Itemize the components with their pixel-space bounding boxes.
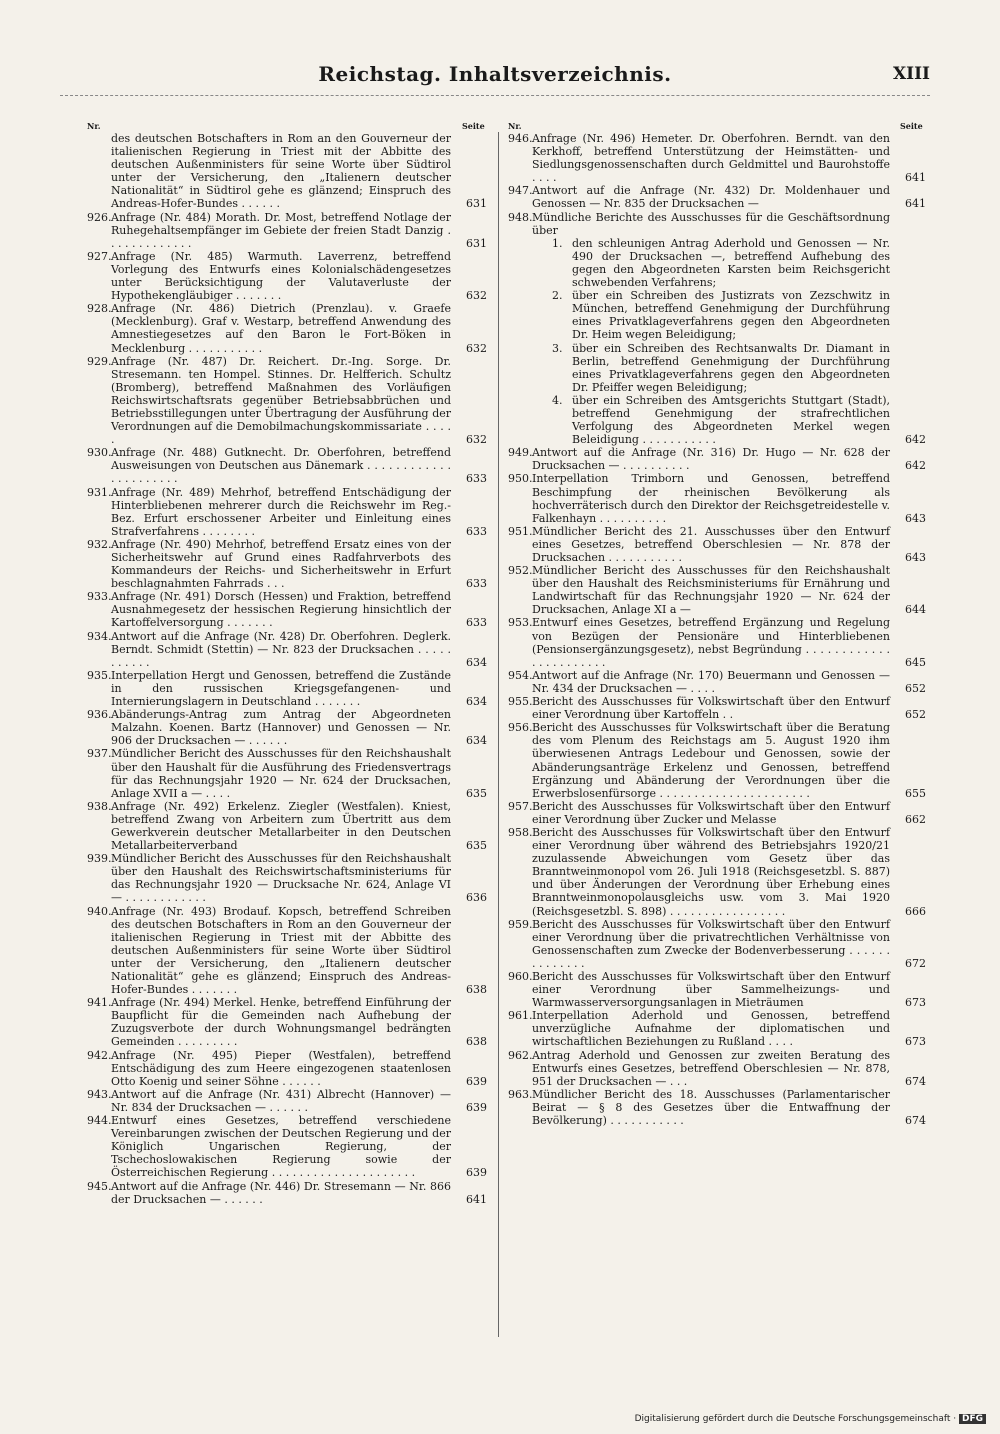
entry-text: Anfrage (Nr. 488) Gutknecht. Dr. Oberfohren, betreffend Ausweisungen von Deutschen aus Dänemark . . . . . . . . . . . . . . . . . . . . . . <box>111 446 451 486</box>
right-seite-header: Seite <box>900 121 923 131</box>
entry-text: Antwort auf die Anfrage (Nr. 446) Dr. Stresemann — Nr. 866 der Drucksachen — . . . . . . <box>111 1179 451 1206</box>
entry-page: 652 <box>905 681 926 695</box>
entry-number: 947. <box>508 184 533 198</box>
entry-page: 632 <box>466 341 487 355</box>
entry-page: 641 <box>905 197 926 211</box>
index-entry <box>87 747 487 799</box>
entry-text: Mündliche Berichte des Ausschusses für die Geschäftsordnung über <box>532 210 890 237</box>
entry-number: 931. <box>87 485 112 499</box>
index-entry <box>508 695 926 721</box>
entry-number: 953. <box>508 616 533 630</box>
sub-entry-text: über ein Schreiben des Amtsgerichts Stuttgart (Stadt), betreffend Genehmigung der strafrechtlichen Verfolgung des Abgeordneten Merkel wegen Beleidigung . . . . . . . . . . . <box>572 393 890 447</box>
index-entry <box>87 486 487 538</box>
entry-number: 960. <box>508 970 533 983</box>
entry-page: 634 <box>466 734 487 748</box>
index-entry <box>508 184 926 210</box>
sub-entry <box>552 289 890 341</box>
index-entry <box>508 1049 926 1088</box>
entry-page: 643 <box>905 511 926 525</box>
entry-text: Mündlicher Bericht des Ausschusses für den Reichshaushalt über den Haushalt des Reichsministeriums für Ernährung und Landwirtschaft für das Rechnungsjahr 1920 — Nr. 624 der Drucksachen, Anlage XI a — <box>532 564 890 617</box>
entry-number: 941. <box>87 996 112 1010</box>
index-entry <box>87 250 487 302</box>
entry-text: Bericht des Ausschusses für Volkswirtschaft über den Entwurf einer Verordnung über während des Betriebsjahrs 1920/21 zuzulassende Abweichungen vom Gesetz über das Branntweinmonopol vom 26. Juli 1918 (Reichsgesetzbl. S. 887) und über Änderungen der Verordnung über Erhebung eines Branntweinmonopolausgleichs usw. vom 3. Mai 1920 (Reichsgesetzbl. S. 898) . . . . . . . . . . . . . . . . . <box>532 825 890 918</box>
entry-text: Bericht des Ausschusses für Volkswirtschaft über den Entwurf einer Verordnung über Sammelheizungs- und Warmwasserversorgungsanlagen in Mieträumen <box>532 970 890 1010</box>
entry-number: 955. <box>508 695 533 709</box>
entry-number: 937. <box>87 747 112 761</box>
entry-page: 662 <box>905 812 926 826</box>
index-entry <box>508 446 926 472</box>
entry-page: 636 <box>466 891 487 905</box>
index-entry <box>87 1049 487 1088</box>
entry-page: 635 <box>466 786 487 800</box>
entry-page: 674 <box>905 1074 926 1088</box>
entry-number: 926. <box>87 210 112 224</box>
sub-entry <box>552 342 890 394</box>
entry-number: 949. <box>508 446 533 460</box>
entry-page: 641 <box>466 1192 487 1206</box>
entry-text: Bericht des Ausschusses für Volkswirtschaft über den Entwurf einer Verordnung über Kartoffeln . . <box>532 695 890 722</box>
entry-text: Anfrage (Nr. 492) Erkelenz. Ziegler (Westfalen). Kniest, betreffend Zwang von Arbeitern zum Übertritt aus dem Gewerkverein deutscher Metallarbeiter in den Deutschen Metallarbeiterverband <box>111 799 451 853</box>
entry-number: 958. <box>508 825 533 839</box>
entry-text: Anfrage (Nr. 487) Dr. Reichert. Dr.-Ing. Sorge. Dr. Stresemann. ten Hompel. Stinnes. Dr. Helfferich. Schultz (Bromberg), betreffend Maßnahmen des Vorläufigen Reichswirtschaftsrats gegenüber Betriebsabbrüchen und Betriebsstillegungen unter Übertragung der Ausführung der Verordnungen auf die Demobilmachungskommissariate . . . . . <box>111 354 451 447</box>
index-entry <box>508 564 926 616</box>
entry-page: 643 <box>905 551 926 564</box>
entry-text: Anfrage (Nr. 495) Pieper (Westfalen), betreffend Entschädigung des zum Heere eingezogenen staatenlosen Otto Koenig und seiner Söhne . . . . . . <box>111 1048 451 1088</box>
index-entry <box>508 525 926 564</box>
entry-page: 632 <box>466 433 487 447</box>
entry-number: 950. <box>508 472 533 486</box>
entry-number: 944. <box>87 1114 112 1128</box>
index-entry <box>87 905 487 997</box>
entry-page: 642 <box>905 433 926 447</box>
entry-text: Bericht des Ausschusses für Volkswirtschaft über den Entwurf einer Verordnung über Zucker und Melasse <box>532 799 890 826</box>
entry-number: 936. <box>87 708 112 722</box>
left-column <box>87 132 487 1206</box>
index-entry <box>508 721 926 800</box>
entry-number: 932. <box>87 537 112 551</box>
index-entry <box>508 1088 926 1127</box>
entry-number: 939. <box>87 852 112 866</box>
entry-text: Antwort auf die Anfrage (Nr. 431) Albrecht (Hannover) — Nr. 834 der Drucksachen — . . . . . . <box>111 1087 451 1114</box>
entry-text: Interpellation Trimborn und Genossen, betreffend Beschimpfung der rheinischen Bevölkerung als hochverräterisch durch den Direktor der Reichsgetreidestelle v. Falkenhayn . . . . . . . . . . <box>532 472 891 525</box>
left-nr-header: Nr. <box>87 121 101 131</box>
entry-number: 946. <box>508 132 533 145</box>
entry-page: 631 <box>466 236 487 250</box>
header-rule <box>60 95 930 96</box>
entry-page: 645 <box>905 655 926 669</box>
index-entry <box>508 970 926 1009</box>
entry-page: 666 <box>905 904 926 918</box>
footer <box>635 1414 986 1424</box>
entry-text: Anfrage (Nr. 489) Mehrhof, betreffend Entschädigung der Hinterbliebenen mehrerer durch die Reichswehr im Reg.-Bez. Erfurt erschossener Arbeiter und Einleitung eines Strafverfahrens . . . . . . . . <box>111 485 451 538</box>
entry-text: des deutschen Botschafters in Rom an den Gouverneur der italienischen Regierung in Triest mit der Abbitte des deutschen Außenministers für seine Worte über Südtirol unter der Versicherung, den „Italienern deutscher Nationalität“ in Südtirol gehe es glänzend; Einspruch des Andreas-Hofer-Bundes . . . . . . <box>111 132 451 211</box>
index-entry <box>87 446 487 485</box>
entry-page: 633 <box>466 472 487 486</box>
entry-page: 634 <box>466 655 487 669</box>
right-nr-header: Nr. <box>508 121 522 131</box>
entry-text: Mündlicher Bericht des Ausschusses für den Reichshaushalt über den Haushalt des Reichswirtschaftsministeriums für das Rechnungsjahr 1920 — Drucksache Nr. 624, Anlage VI — . . . . . . . . . . . . <box>111 852 451 905</box>
sub-entry-text: den schleunigen Antrag Aderhold und Genossen — Nr. 490 der Drucksachen —, betreffend Aufhebung des gegen den Abgeordneten Karsten beim Reichsgericht schwebenden Verfahrens; <box>572 236 890 290</box>
entry-number: 961. <box>508 1009 533 1023</box>
entry-page: 639 <box>466 1166 487 1180</box>
entry-text: Interpellation Hergt und Genossen, betreffend die Zustände in den russischen Kriegsgefangenen- und Internierungslagern in Deutschland . . . . . . . <box>111 668 451 709</box>
entry-number: 954. <box>508 668 533 682</box>
entry-text: Antwort auf die Anfrage (Nr. 170) Beuermann und Genossen — Nr. 434 der Drucksachen — . . . . <box>532 668 890 695</box>
entry-text: Anfrage (Nr. 491) Dorsch (Hessen) und Fraktion, betreffend Ausnahmegesetz der hessischen Regierung hinsichtlich der Kartoffelversorgung . . . . . . . <box>111 590 451 630</box>
entry-number: 934. <box>87 629 112 643</box>
entry-text: Antrag Aderhold und Genossen zur zweiten Beratung des Entwurfs eines Gesetzes, betreffend Oberschlesien — Nr. 878, 951 der Drucksachen — . . . <box>532 1048 890 1088</box>
entry-page: 633 <box>466 616 487 630</box>
page-header <box>60 62 930 96</box>
page-number: XIII <box>892 64 930 84</box>
entry-page: 642 <box>905 459 926 473</box>
entry-number: 940. <box>87 904 112 918</box>
entry-page: 638 <box>466 983 487 997</box>
entry-page: 633 <box>466 577 487 591</box>
sub-entry-number: 2. <box>552 289 563 303</box>
entry-number: 962. <box>508 1048 533 1062</box>
running-title: Reichstag. Inhaltsverzeichnis. <box>318 62 672 86</box>
entry-text: Anfrage (Nr. 494) Merkel. Henke, betreffend Einführung der Baupflicht für die Gemeinden nach Aufhebung der Zuzugsverbote der durch Wohnungsmangel bedrängten Gemeinden . . . . . . . . . <box>111 996 451 1049</box>
sub-entry <box>552 394 890 446</box>
entry-page: 631 <box>466 197 487 211</box>
entry-text: Antwort auf die Anfrage (Nr. 428) Dr. Oberfohren. Deglerk. Berndt. Schmidt (Stettin) — Nr. 823 der Drucksachen . . . . . . . . . . . <box>111 629 451 669</box>
entry-number: 935. <box>87 668 112 682</box>
entry-page: 672 <box>905 956 926 970</box>
index-entry <box>87 211 487 250</box>
entry-page: 633 <box>466 524 487 538</box>
sub-entry-text: über ein Schreiben des Rechtsanwalts Dr. Diamant in Berlin, betreffend Genehmigung der Durchführung eines Privatklageverfahrens gegen den Abgeordneten Dr. Pfeiffer wegen Beleidigung; <box>572 341 890 394</box>
entry-number: 945. <box>87 1179 112 1193</box>
index-entry <box>87 630 487 669</box>
sub-entry <box>552 237 890 289</box>
entry-page: 652 <box>905 708 926 722</box>
entry-page: 641 <box>905 171 926 185</box>
entry-number: 938. <box>87 799 112 813</box>
entry-text: Bericht des Ausschusses für Volkswirtschaft über die Beratung des vom Plenum des Reichstags am 5. August 1920 ihm überwiesenen Antrags Ledebour und Genossen, sowie der Abänderungsanträge Erkelenz und Genossen, betreffend Ergänzung und Abänderung der Verordnungen über die Erwerbslosenfürsorge . . . . . . . . . . . . . . . . . . . . . . <box>532 721 890 800</box>
dfg-logo: DFG <box>959 1414 986 1424</box>
entry-page: 638 <box>466 1035 487 1049</box>
entry-page: 639 <box>466 1074 487 1088</box>
entry-page: 644 <box>905 603 926 617</box>
index-entry <box>87 852 487 904</box>
index-entry <box>87 1114 487 1179</box>
sub-entry-number: 4. <box>552 393 563 407</box>
entry-page: 634 <box>466 695 487 709</box>
sub-entry-number: 1. <box>552 236 563 250</box>
entry-number: 942. <box>87 1048 112 1062</box>
entry-text: Mündlicher Bericht des 21. Ausschusses über den Entwurf eines Gesetzes, betreffend Oberschlesien — Nr. 878 der Drucksachen . . . . . . . . . . . <box>532 524 890 564</box>
index-entry <box>87 590 487 629</box>
entry-page: 674 <box>905 1114 926 1128</box>
index-entry <box>508 211 926 447</box>
index-entry <box>87 669 487 708</box>
entry-page: 635 <box>466 839 487 853</box>
entry-text: Mündlicher Bericht des Ausschusses für den Reichshaushalt über den Haushalt für die Ausführung des Friedensvertrags für das Rechnungsjahr 1920 — Nr. 624 der Drucksachen, Anlage XVII a — . . . . <box>111 747 451 800</box>
index-entry <box>508 800 926 826</box>
index-entry <box>87 996 487 1048</box>
entry-text: Anfrage (Nr. 484) Morath. Dr. Most, betreffend Notlage der Ruhegehaltsempfänger im Gebiete der freien Stadt Danzig . . . . . . . . . . . . . <box>111 210 451 250</box>
left-seite-header: Seite <box>462 121 485 131</box>
sub-entry-text: über ein Schreiben des Justizrats von Zezschwitz in München, betreffend Genehmigung der Durchführung eines Privatklageverfahrens gegen den Abgeordneten Dr. Heim wegen Beleidigung; <box>572 289 890 342</box>
entry-text: Antwort auf die Anfrage (Nr. 316) Dr. Hugo — Nr. 628 der Drucksachen — . . . . . . . . . . <box>532 446 890 473</box>
column-divider <box>498 132 499 1337</box>
entry-text: Bericht des Ausschusses für Volkswirtschaft über den Entwurf einer Verordnung über die privatrechtlichen Verhältnisse von Genossenschaften zum Zwecke der Bodenverbesserung . . . . . . . . . . . . . . <box>532 917 890 970</box>
right-column <box>508 132 926 1127</box>
index-entry <box>87 132 487 211</box>
entry-text: Entwurf eines Gesetzes, betreffend verschiedene Vereinbarungen zwischen der Deutschen Regierung und der Königlich Ungarischen Regierung, der Tschechoslowakischen Regierung sowie der Österreichischen Regierung . . . . . . . . . . . . . . . . . . . . . <box>111 1114 451 1180</box>
entry-number: 929. <box>87 354 112 368</box>
entry-number: 933. <box>87 590 112 604</box>
sub-entry-number: 3. <box>552 341 563 355</box>
entry-number: 956. <box>508 721 533 735</box>
entry-page: 655 <box>905 786 926 800</box>
index-entry <box>87 302 487 354</box>
entry-text: Anfrage (Nr. 496) Hemeter. Dr. Oberfohren. Berndt. van den Kerkhoff, betreffend Unterstützung der Heimstätten- und Siedlungsgenossenschaften durch Geldmittel und Baurohstoffe . . . . <box>532 132 890 185</box>
index-entry <box>508 132 926 184</box>
footer-text: Digitalisierung gefördert durch die Deutsche Forschungsgemeinschaft · <box>634 1414 957 1424</box>
entry-text: Entwurf eines Gesetzes, betreffend Ergänzung und Regelung von Bezügen der Pensionäre und Hinterbliebenen (Pensionsergänzungsgesetz), nebst Begründung . . . . . . . . . . . . . . . . . . . . . . . <box>532 616 890 669</box>
entry-page: 673 <box>905 1035 926 1049</box>
entry-page: 673 <box>905 996 926 1010</box>
entry-text: Interpellation Aderhold und Genossen, betreffend unverzügliche Aufnahme der diplomatischen und wirtschaftlichen Beziehungen zu Rußland . . . . <box>532 1009 890 1049</box>
entry-number: 963. <box>508 1087 533 1101</box>
index-entry <box>508 669 926 695</box>
index-entry <box>87 708 487 747</box>
entry-number: 959. <box>508 917 533 931</box>
entry-number: 952. <box>508 564 533 578</box>
entry-text: Mündlicher Bericht des 18. Ausschusses (Parlamentarischer Beirat — § 8 des Gesetzes über die Entwaffnung der Bevölkerung) . . . . . . . . . . . <box>532 1087 890 1128</box>
entry-text: Anfrage (Nr. 485) Warmuth. Laverrenz, betreffend Vorlegung des Entwurfs eines Kolonialschädengesetzes unter Berücksichtigung der Valutaverluste der Hypothekengläubiger . . . . . . . <box>111 249 451 303</box>
entry-number: 948. <box>508 210 533 224</box>
index-entry <box>508 616 926 668</box>
entry-text: Abänderungs-Antrag zum Antrag der Abgeordneten Malzahn. Koenen. Bartz (Hannover) und Genossen — Nr. 906 der Drucksachen — . . . . . . <box>111 708 451 748</box>
entry-text: Antwort auf die Anfrage (Nr. 432) Dr. Moldenhauer und Genossen — Nr. 835 der Drucksachen — <box>532 184 890 211</box>
entry-page: 632 <box>466 289 487 303</box>
entry-text: Anfrage (Nr. 493) Brodauf. Kopsch, betreffend Schreiben des deutschen Botschafters in Rom an den Gouverneur der italienischen Regierung in Triest mit der Abbitte des deutschen Außenministers für seine Worte über Südtirol unter der Versicherung, den „Italienern deutscher Nationalität“ gehe es glänzend; Einspruch des Andreas-Hofer-Bundes . . . . . . . <box>111 904 451 997</box>
index-entry <box>87 800 487 852</box>
entry-number: 943. <box>87 1087 112 1101</box>
index-entry <box>508 826 926 918</box>
index-entry <box>508 1009 926 1048</box>
index-entry <box>87 355 487 447</box>
entry-number: 951. <box>508 524 533 538</box>
entry-text: Anfrage (Nr. 490) Mehrhof, betreffend Ersatz eines von der Sicherheitswehr auf Grund eines Radfahrverbots des Kommandeurs der Reichs- und Sicherheitswehr in Erfurt beschlagnahmten Fahrrads . . . <box>111 537 451 591</box>
entry-text: Anfrage (Nr. 486) Dietrich (Prenzlau). v. Graefe (Mecklenburg). Graf v. Westarp, betreffend Anwendung des Amnestiegesetzes auf den Baron le Fort-Böken in Mecklenburg . . . . . . . . . . . <box>111 302 451 355</box>
index-entry <box>87 538 487 590</box>
index-entry <box>87 1180 487 1206</box>
entry-number: 928. <box>87 302 112 316</box>
entry-number: 957. <box>508 799 533 813</box>
index-entry <box>508 472 926 524</box>
index-entry <box>508 918 926 970</box>
index-entry <box>87 1088 487 1114</box>
entry-page: 639 <box>466 1100 487 1114</box>
entry-number: 927. <box>87 249 112 263</box>
entry-number: 930. <box>87 446 112 460</box>
